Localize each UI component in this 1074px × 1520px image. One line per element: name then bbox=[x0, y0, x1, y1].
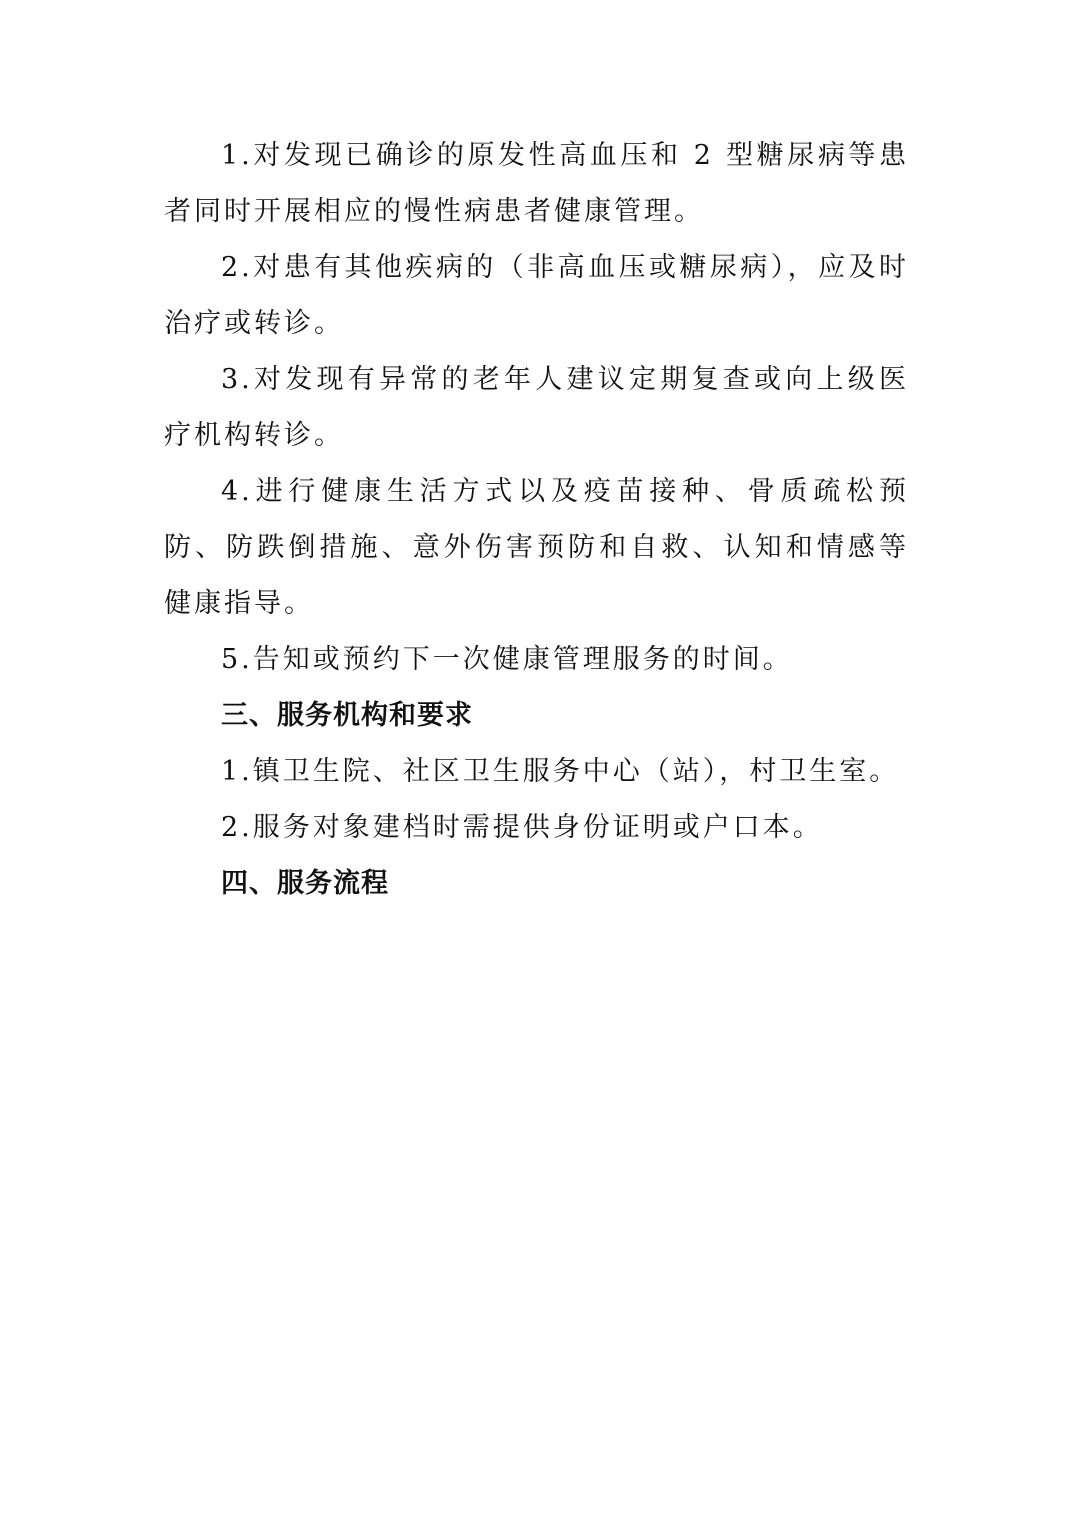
section-heading-service-process: 四、服务流程 bbox=[221, 868, 389, 899]
paragraph-other-diseases-treatment: 2.对患有其他疾病的（非高血压或糖尿病），应及时治疗或转诊。 bbox=[164, 252, 909, 339]
document-body bbox=[164, 128, 909, 912]
paragraph-next-appointment: 5.告知或预约下一次健康管理服务的时间。 bbox=[221, 644, 793, 675]
paragraph-health-guidance: 4.进行健康生活方式以及疫苗接种、骨质疏松预防、防跌倒措施、意外伤害预防和自救、认知和情感等健康指导。 bbox=[164, 476, 909, 619]
paragraph-abnormal-referral: 3.对发现有异常的老年人建议定期复查或向上级医疗机构转诊。 bbox=[164, 364, 909, 451]
paragraph-identity-documents: 2.服务对象建档时需提供身份证明或户口本。 bbox=[221, 812, 823, 843]
section-heading-service-institutions: 三、服务机构和要求 bbox=[221, 700, 473, 731]
paragraph-institution-list: 1.镇卫生院、社区卫生服务中心（站），村卫生室。 bbox=[221, 756, 900, 787]
paragraph-chronic-disease-management: 1.对发现已确诊的原发性高血压和 2 型糖尿病等患者同时开展相应的慢性病患者健康管理。 bbox=[164, 140, 909, 227]
